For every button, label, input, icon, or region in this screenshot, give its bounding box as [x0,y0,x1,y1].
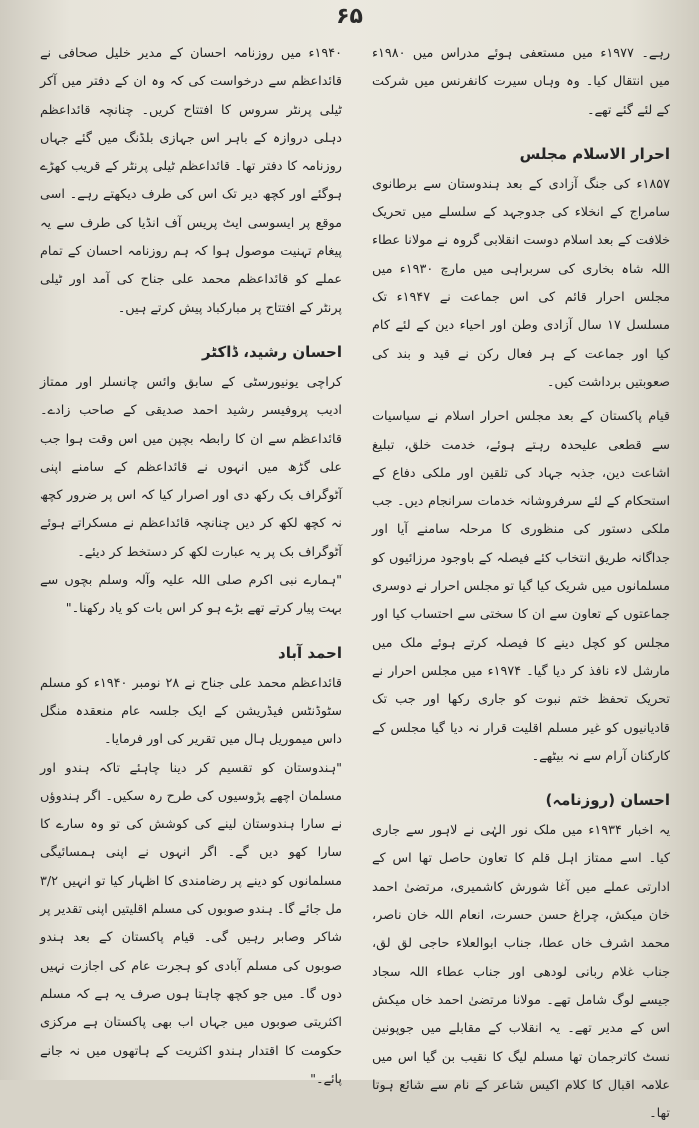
section-ahrar-ul-islam [372,139,670,771]
section-heading: احرار الاسلام مجلس [519,144,670,163]
paragraph: قائداعظم محمد علی جناح نے ۲۸ نومبر ۱۹۴۰ء کو مسلم سٹوڈنٹس فیڈریشن کے ایک جلسہ عام منعقدہ منگل داس میموریل ہال میں تقریر کی اور فرمایا۔ [40,675,342,748]
right-column [372,40,670,1128]
section-heading: احسان (روزنامہ) [545,791,670,810]
paragraph: قیام پاکستان کے بعد مجلس احرار اسلام نے سیاسیات سے قطعی علیحدہ رہتے ہوئے، خدمت خلق، تبلیغ اشاعت دین، جذبہ جہاد کی تلقین اور ملکی دفاع کے استحکام کے لئے سرفروشانہ خدمات سرانجام دیں۔ جب ملکی دستور کی منظوری کا مرحلہ سامنے آیا اور جداگانہ طریق انتخاب کئے فیصلہ کے باوجود مرزائیوں کو مسلمانوں میں شریک کیا گیا تو مجلس احرار نے دوسری جماعتوں کے تعاون سے ان کا سختی سے احتساب کیا اور مجلس کو کچل دینے کا فیصلہ کرتے ہوئے ملک میں مارشل لاء نافذ کر دیا گیا۔ ۱۹۷۴ء میں مجلس احرار نے تحریک تحفظ ختم نبوت کو جاری رکھا اور جب تک قادیانیوں کو غیر مسلم اقلیت قرار نہ دیا گیا مجلس کے کارکنان آرام سے نہ بیٹھے۔ [372,409,671,764]
section-heading: احسان رشید، ڈاکٹر [202,342,342,361]
left-column [40,40,342,1094]
right-column-intro: رہے۔ ۱۹۷۷ء میں مستعفی ہوئے مدراس میں ۱۹۸۰ء میں انتقال کیا۔ وہ وہاں سیرت کانفرنس میں شرکت کے لئے گئے تھے۔ [372,46,670,118]
section-ehsan-rasheed [40,337,342,624]
quotation: "ہمارے نبی اکرم صلی اللہ علیہ وآلہ وسلم بچوں سے بہت پیار کرتے تھے بڑے ہو کر اس بات کو یاد رکھنا۔" [40,573,342,617]
page-number: ۶۵ [336,4,363,29]
section-ehsan-newspaper [372,785,670,1128]
paragraph: ۱۸۵۷ء کی جنگ آزادی کے بعد ہندوستان سے برطانوی سامراج کے انخلاء کی جدوجہد کے سلسلے میں تحریک خلافت کے بعد اسلام دوست انقلابی گروہ نے مولانا عطاء اللہ شاہ بخاری کی سربراہی میں مارچ ۱۹۳۰ء میں مجلس احرار قائم کی اس جماعت نے ۱۹۴۷ء تک مسلسل ۱۷ سال آزادی وطن اور احیاء دین کے لئے کام کیا اور جماعت کے ہر فعال رکن نے قید و بند کی صعوبتیں برداشت کیں۔ [372,176,670,390]
left-column-intro: ۱۹۴۰ء میں روزنامہ احسان کے مدیر خلیل صحافی نے قائداعظم سے درخواست کی کہ وہ ان کے دفتر میں آکر ٹیلی پرنٹر سروس کا افتتاح کریں۔ چنانچہ قائداعظم دہلی دروازہ کے باہر اس جہازی بلڈنگ میں گئے جہاں روزنامہ کا دفتر تھا۔ قائداعظم ٹیلی پرنٹر کے قریب کھڑے ہوگئے اور کچھ دیر تک اس کی طرف دیکھتے رہے۔ اسی موقع پر ایسوسی ایٹ پریس آف انڈیا کی طرف سے یہ پیغام تہنیت موصول ہوا کہ ہم روزنامہ احسان کے تمام عملے کو قائداعظم محمد علی جناح کی آمد اور ٹیلی پرنٹر کے افتتاح پر مبارکباد پیش کرتے ہیں۔ [40,46,342,316]
quotation: "ہندوستان کو تقسیم کر دینا چاہئے تاکہ ہندو اور مسلمان اچھے پڑوسیوں کی طرح رہ سکیں۔ اگر ہندوؤں نے سارا ہندوستان لینے کی کوشش کی تو وہ سارے کا سارا کھو دیں گے۔ اگر انہوں نے اپنی ہمسائیگی مسلمانوں کو دینے پر رضامندی کا اظہار کیا تو انہیں ۳/۲ مل جائے گا۔ ہندو صوبوں کی مسلم اقلیتیں اپنی تقدیر پر شاکر وصابر رہیں گی۔ قیام پاکستان کے بعد ہندو صوبوں کی مسلم آبادی کو ہجرت عام کی اجازت نہیں دوں گا۔ میں جو کچھ چاہتا ہوں صرف یہ ہے کہ مسلم اکثریتی صوبوں میں جہاں اب بھی پاکستان ہے مرکزی حکومت کا اقتدار ہندو اکثریت کے ہاتھوں میں نہ جانے پائے۔" [40,760,342,1087]
section-heading: احمد آباد [278,643,342,662]
paragraph: کراچی یونیورسٹی کے سابق وائس چانسلر اور ممتاز ادیب پروفیسر رشید احمد صدیقی کے صاحب زادے۔ قائداعظم سے ان کا رابطہ بچپن میں اس وقت ہوا جب علی گڑھ میں انہوں نے قائداعظم کے سامنے اپنی آٹوگراف بک رکھ دی اور اصرار کیا کہ اس پر ضرور کچھ نہ کچھ لکھ کر دیں چنانچہ قائداعظم نے مسکراتے ہوئے آٹوگراف بک پر یہ عبارت لکھ کر دستخط کر دیئے۔ [40,374,342,560]
section-ahmedabad [40,638,342,1094]
paragraph: یہ اخبار ۱۹۳۴ء میں ملک نور الہٰی نے لاہور سے جاری کیا۔ اسے ممتاز اہل قلم کا تعاون حاصل تھا اس کے ادارتی عملے میں آغا شورش کاشمیری، مرتضیٰ احمد خان میکش، چراغ حسن حسرت، انعام اللہ خان ناصر، محمد اشرف خاں عطا، جناب ابوالعلاء حاجی لق لق، جناب غلام ربانی لودھی اور جناب عطاء اللہ سجاد جیسے لوگ شامل تھے۔ مولانا مرتضیٰ احمد خاں میکش اس کے مدیر تھے۔ یہ انقلاب کے مقابلے میں جوپونین نسٹ کاترجمان تھا مسلم لیگ کا نقیب بن گیا اس میں علامہ اقبال کا کلام اکیس شاعر کے نام سے شائع ہوتا تھا۔ [372,823,671,1122]
